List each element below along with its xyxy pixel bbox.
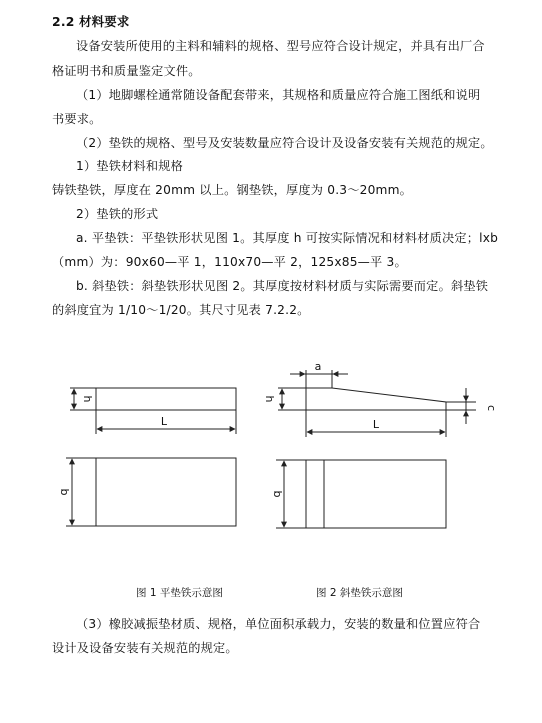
figure-1-caption: 图 1 平垫铁示意图 [136, 587, 223, 599]
flat-b-label: b [58, 488, 71, 496]
paragraph-line: a. 平垫铁：平垫铁形状见图 1。其厚度 h 可按实际情况和材料材质决定；lxb [76, 231, 499, 245]
paragraph-line: 书要求。 [52, 112, 102, 126]
paragraph-line: b. 斜垫铁：斜垫铁形状见图 2。其厚度按材料材质与实际需要而定。斜垫铁 [76, 279, 489, 293]
section-heading: 2.2 材料要求 [52, 14, 130, 29]
paragraph-line: （3）橡胶减振垫材质、规格，单位面积承载力，安装的数量和位置应符合 [76, 617, 481, 631]
taper-b-label: b [271, 490, 284, 498]
taper-h-label: h [263, 395, 276, 403]
figure-2-caption: 图 2 斜垫铁示意图 [316, 587, 403, 599]
paragraph-line: 的斜度宜为 1/10～1/20。其尺寸见表 7.2.2。 [52, 303, 310, 317]
paragraph-line: （mm）为：90x60—平 1，110x70—平 2，125x85—平 3。 [52, 255, 407, 269]
paragraph-line: 设计及设备安装有关规范的规定。 [52, 641, 238, 655]
flat-h-label: h [81, 395, 94, 403]
taper-shim-plan-rect [306, 460, 446, 528]
flat-l-label: L [160, 415, 168, 428]
taper-a-label: a [314, 360, 322, 373]
paragraph-line: 1）垫铁材料和规格 [76, 159, 184, 173]
flat-shim-plan-rect [96, 458, 236, 526]
paragraph-line: 格证明书和质量鉴定文件。 [52, 64, 201, 78]
paragraph-line: （2）垫铁的规格、型号及安装数量应符合设计及设备安装有关规范的规定。 [76, 136, 493, 150]
taper-shim-side-shape [306, 388, 446, 410]
taper-l-label: L [372, 418, 380, 431]
paragraph-line: （1）地脚螺栓通常随设备配套带来，其规格和质量应符合施工图纸和说明 [76, 88, 481, 102]
flat-shim-side-rect [96, 388, 236, 410]
taper-c-label: c [485, 404, 498, 412]
paragraph-line: 2）垫铁的形式 [76, 207, 159, 221]
paragraph-line: 设备安装所使用的主料和辅料的规格、型号应符合设计规定，并具有出厂合 [76, 39, 485, 53]
paragraph-line: 铸铁垫铁，厚度在 20mm 以上。钢垫铁，厚度为 0.3～20mm。 [52, 183, 413, 197]
